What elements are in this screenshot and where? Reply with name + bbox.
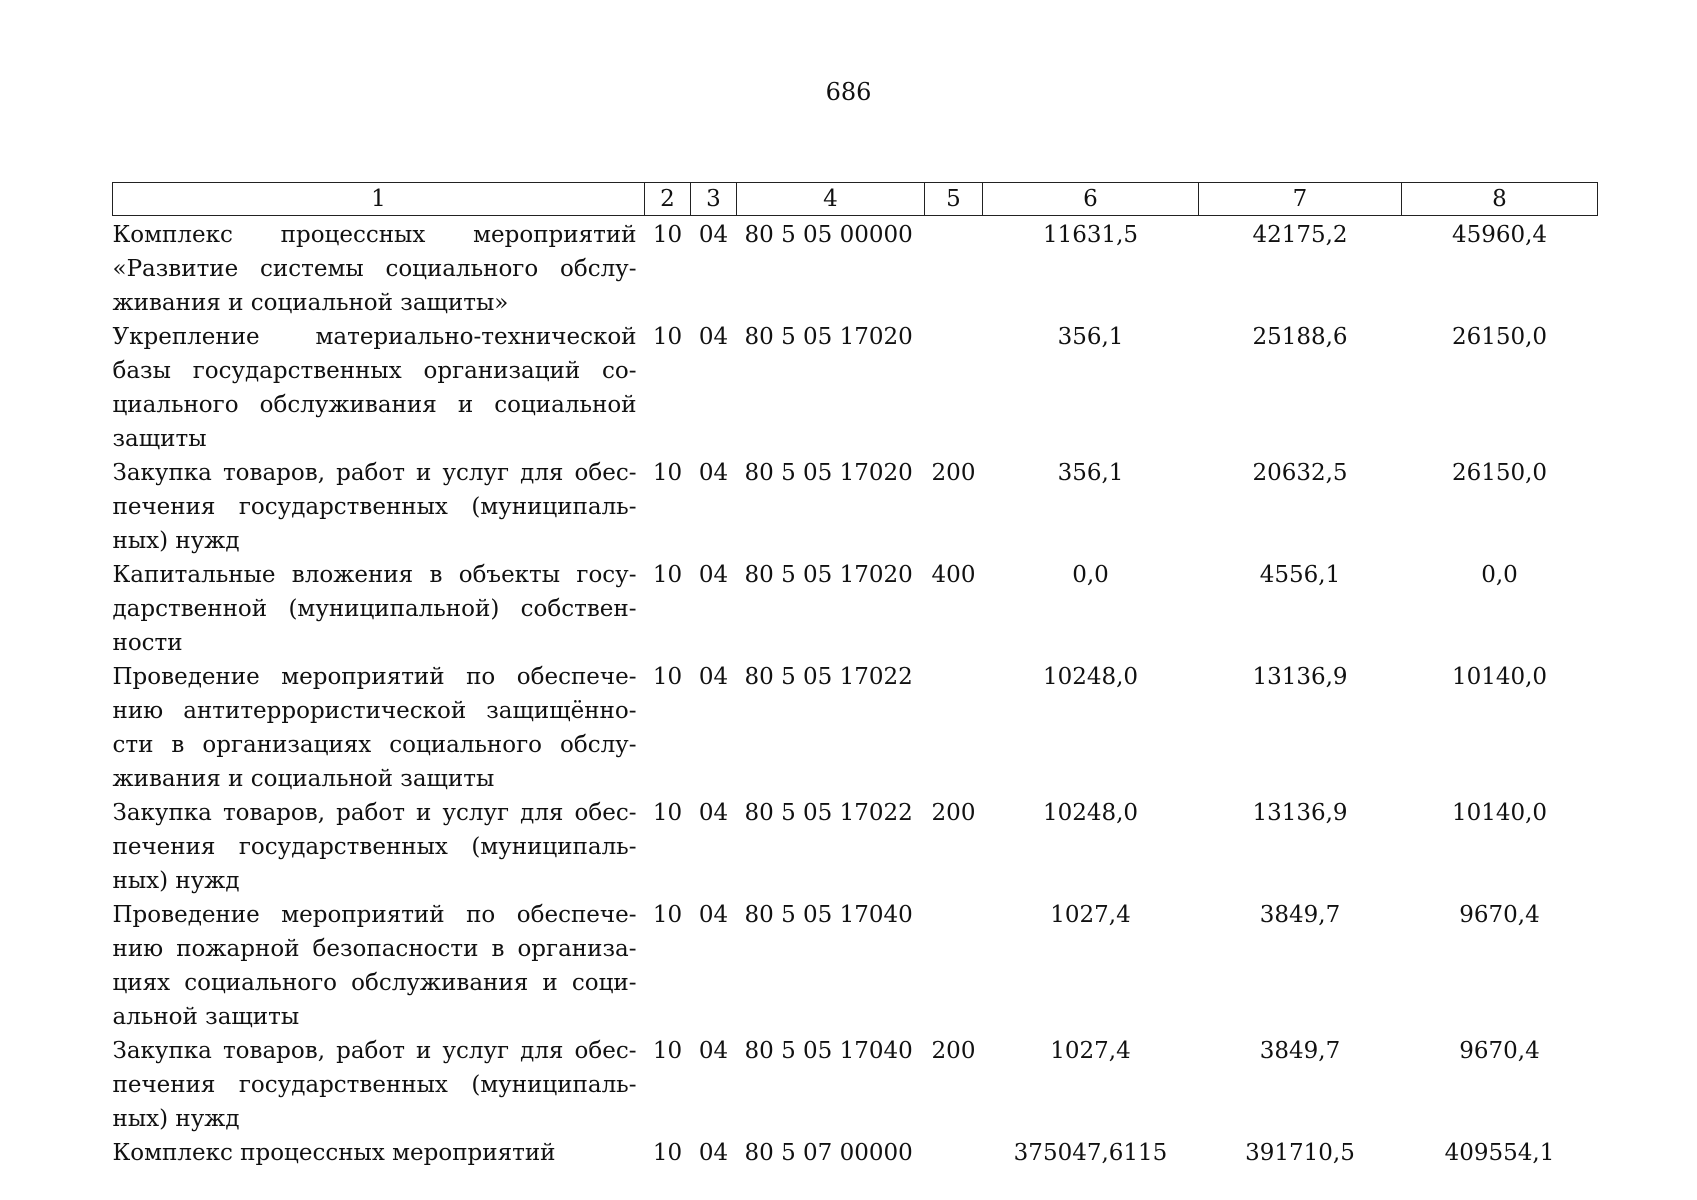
row-name-cell: Закупка товаров, работ и услуг для обеспечения государственных (муниципальных) нужд	[112, 1038, 637, 1132]
row-target-code-cell: 80 5 05 17040	[744, 902, 913, 928]
row-expense-type-cell	[925, 1136, 983, 1170]
row-name-cell: Комплекс процессных мероприятий «Развитие системы социального обслуживания и социальной защиты»	[112, 222, 637, 316]
row-value-col6-cell: 10248,0	[1042, 800, 1139, 826]
row-target-code-cell: 80 5 05 17040	[744, 1038, 913, 1064]
table-row	[113, 1136, 1598, 1170]
col-header-4: 4	[737, 183, 925, 216]
page-number: 686	[825, 78, 872, 106]
row-value-col6-cell: 1027,4	[1050, 1038, 1131, 1064]
row-value-col8-cell: 0,0	[1481, 562, 1518, 588]
row-subsection-cell: 04	[698, 1140, 729, 1166]
row-section-cell: 10	[652, 664, 683, 690]
row-expense-type-cell: 200	[931, 1038, 976, 1064]
row-value-col7-cell: 3849,7	[1259, 1038, 1341, 1064]
col-header-3: 3	[691, 183, 737, 216]
row-subsection-cell: 04	[698, 460, 729, 486]
table-row	[113, 660, 1598, 796]
row-expense-type-cell: 200	[931, 460, 976, 486]
row-subsection-cell: 04	[698, 664, 729, 690]
row-expense-type-cell: 200	[931, 800, 976, 826]
row-expense-type-cell	[925, 898, 983, 1034]
row-expense-type-cell	[925, 320, 983, 456]
row-section-cell: 10	[652, 324, 683, 350]
row-subsection-cell: 04	[698, 562, 729, 588]
row-value-col8-cell: 10140,0	[1451, 664, 1548, 690]
col-header-6: 6	[983, 183, 1199, 216]
row-expense-type-cell	[925, 660, 983, 796]
row-value-col8-cell: 26150,0	[1451, 324, 1548, 350]
row-target-code-cell: 80 5 05 17020	[744, 324, 913, 350]
row-expense-type-cell	[925, 216, 983, 321]
row-target-code-cell: 80 5 05 17022	[744, 664, 913, 690]
row-value-col7-cell: 13136,9	[1252, 664, 1348, 690]
table-row	[113, 796, 1598, 898]
row-subsection-cell: 04	[698, 1038, 729, 1064]
table-row	[113, 558, 1598, 660]
col-header-8: 8	[1402, 183, 1598, 216]
col-header-7: 7	[1199, 183, 1402, 216]
row-value-col8-cell: 9670,4	[1459, 1038, 1540, 1064]
row-value-col8-cell: 10140,0	[1451, 800, 1548, 826]
row-value-col6-cell: 0,0	[1072, 562, 1109, 588]
row-value-col8-cell: 9670,4	[1459, 902, 1540, 928]
row-value-col7-cell: 391710,5	[1245, 1140, 1355, 1166]
table-body	[113, 216, 1598, 1171]
row-section-cell: 10	[652, 222, 683, 248]
row-value-col6-cell: 11631,5	[1042, 222, 1139, 248]
table-row	[113, 456, 1598, 558]
row-value-col7-cell: 4556,1	[1259, 562, 1341, 588]
table-row	[113, 216, 1598, 321]
table-row	[113, 1034, 1598, 1136]
table-row	[113, 320, 1598, 456]
row-expense-type-cell: 400	[931, 562, 976, 588]
row-name-cell: Капитальные вложения в объекты государственной (муниципальной) собственности	[112, 562, 637, 656]
row-value-col7-cell: 3849,7	[1259, 902, 1341, 928]
row-target-code-cell: 80 5 05 17020	[744, 460, 913, 486]
table-row	[113, 898, 1598, 1034]
row-section-cell: 10	[652, 902, 683, 928]
row-value-col7-cell: 25188,6	[1252, 324, 1348, 350]
row-target-code-cell: 80 5 07 00000	[744, 1140, 913, 1166]
row-section-cell: 10	[652, 562, 683, 588]
col-header-2: 2	[645, 183, 691, 216]
row-name-cell: Комплекс процессных мероприятий	[112, 1140, 556, 1166]
row-value-col8-cell: 26150,0	[1451, 460, 1548, 486]
row-section-cell: 10	[652, 1140, 683, 1166]
row-value-col6-cell: 375047,6115	[1013, 1140, 1168, 1166]
row-target-code-cell: 80 5 05 17020	[744, 562, 913, 588]
row-subsection-cell: 04	[698, 324, 729, 350]
row-name-cell: Укрепление материально-технической базы государственных организаций социального обслуживания и социальной защиты	[112, 324, 637, 452]
row-value-col8-cell: 409554,1	[1444, 1140, 1555, 1166]
row-value-col8-cell: 45960,4	[1451, 222, 1548, 248]
row-subsection-cell: 04	[698, 800, 729, 826]
row-value-col6-cell: 356,1	[1057, 324, 1124, 350]
col-header-5: 5	[925, 183, 983, 216]
row-name-cell: Закупка товаров, работ и услуг для обеспечения государственных (муниципальных) нужд	[112, 800, 637, 894]
row-value-col7-cell: 13136,9	[1252, 800, 1348, 826]
col-header-1: 1	[113, 183, 645, 216]
row-name-cell: Закупка товаров, работ и услуг для обеспечения государственных (муниципальных) нужд	[112, 460, 637, 554]
header-row	[113, 183, 1598, 216]
row-value-col7-cell: 42175,2	[1252, 222, 1348, 248]
row-section-cell: 10	[652, 800, 683, 826]
row-name-cell: Проведение мероприятий по обеспечению пожарной безопасности в организациях социального обслуживания и социальной защиты	[112, 902, 637, 1030]
row-target-code-cell: 80 5 05 17022	[744, 800, 913, 826]
row-subsection-cell: 04	[698, 902, 729, 928]
row-value-col6-cell: 1027,4	[1050, 902, 1131, 928]
row-value-col6-cell: 10248,0	[1042, 664, 1139, 690]
row-target-code-cell: 80 5 05 00000	[744, 222, 913, 248]
row-section-cell: 10	[652, 460, 683, 486]
row-subsection-cell: 04	[698, 222, 729, 248]
budget-table	[112, 182, 1598, 1170]
row-value-col7-cell: 20632,5	[1252, 460, 1348, 486]
row-name-cell: Проведение мероприятий по обеспечению антитеррористической защищённости в организациях социального обслуживания и социальной защиты	[112, 664, 637, 792]
row-section-cell: 10	[652, 1038, 683, 1064]
row-value-col6-cell: 356,1	[1057, 460, 1124, 486]
